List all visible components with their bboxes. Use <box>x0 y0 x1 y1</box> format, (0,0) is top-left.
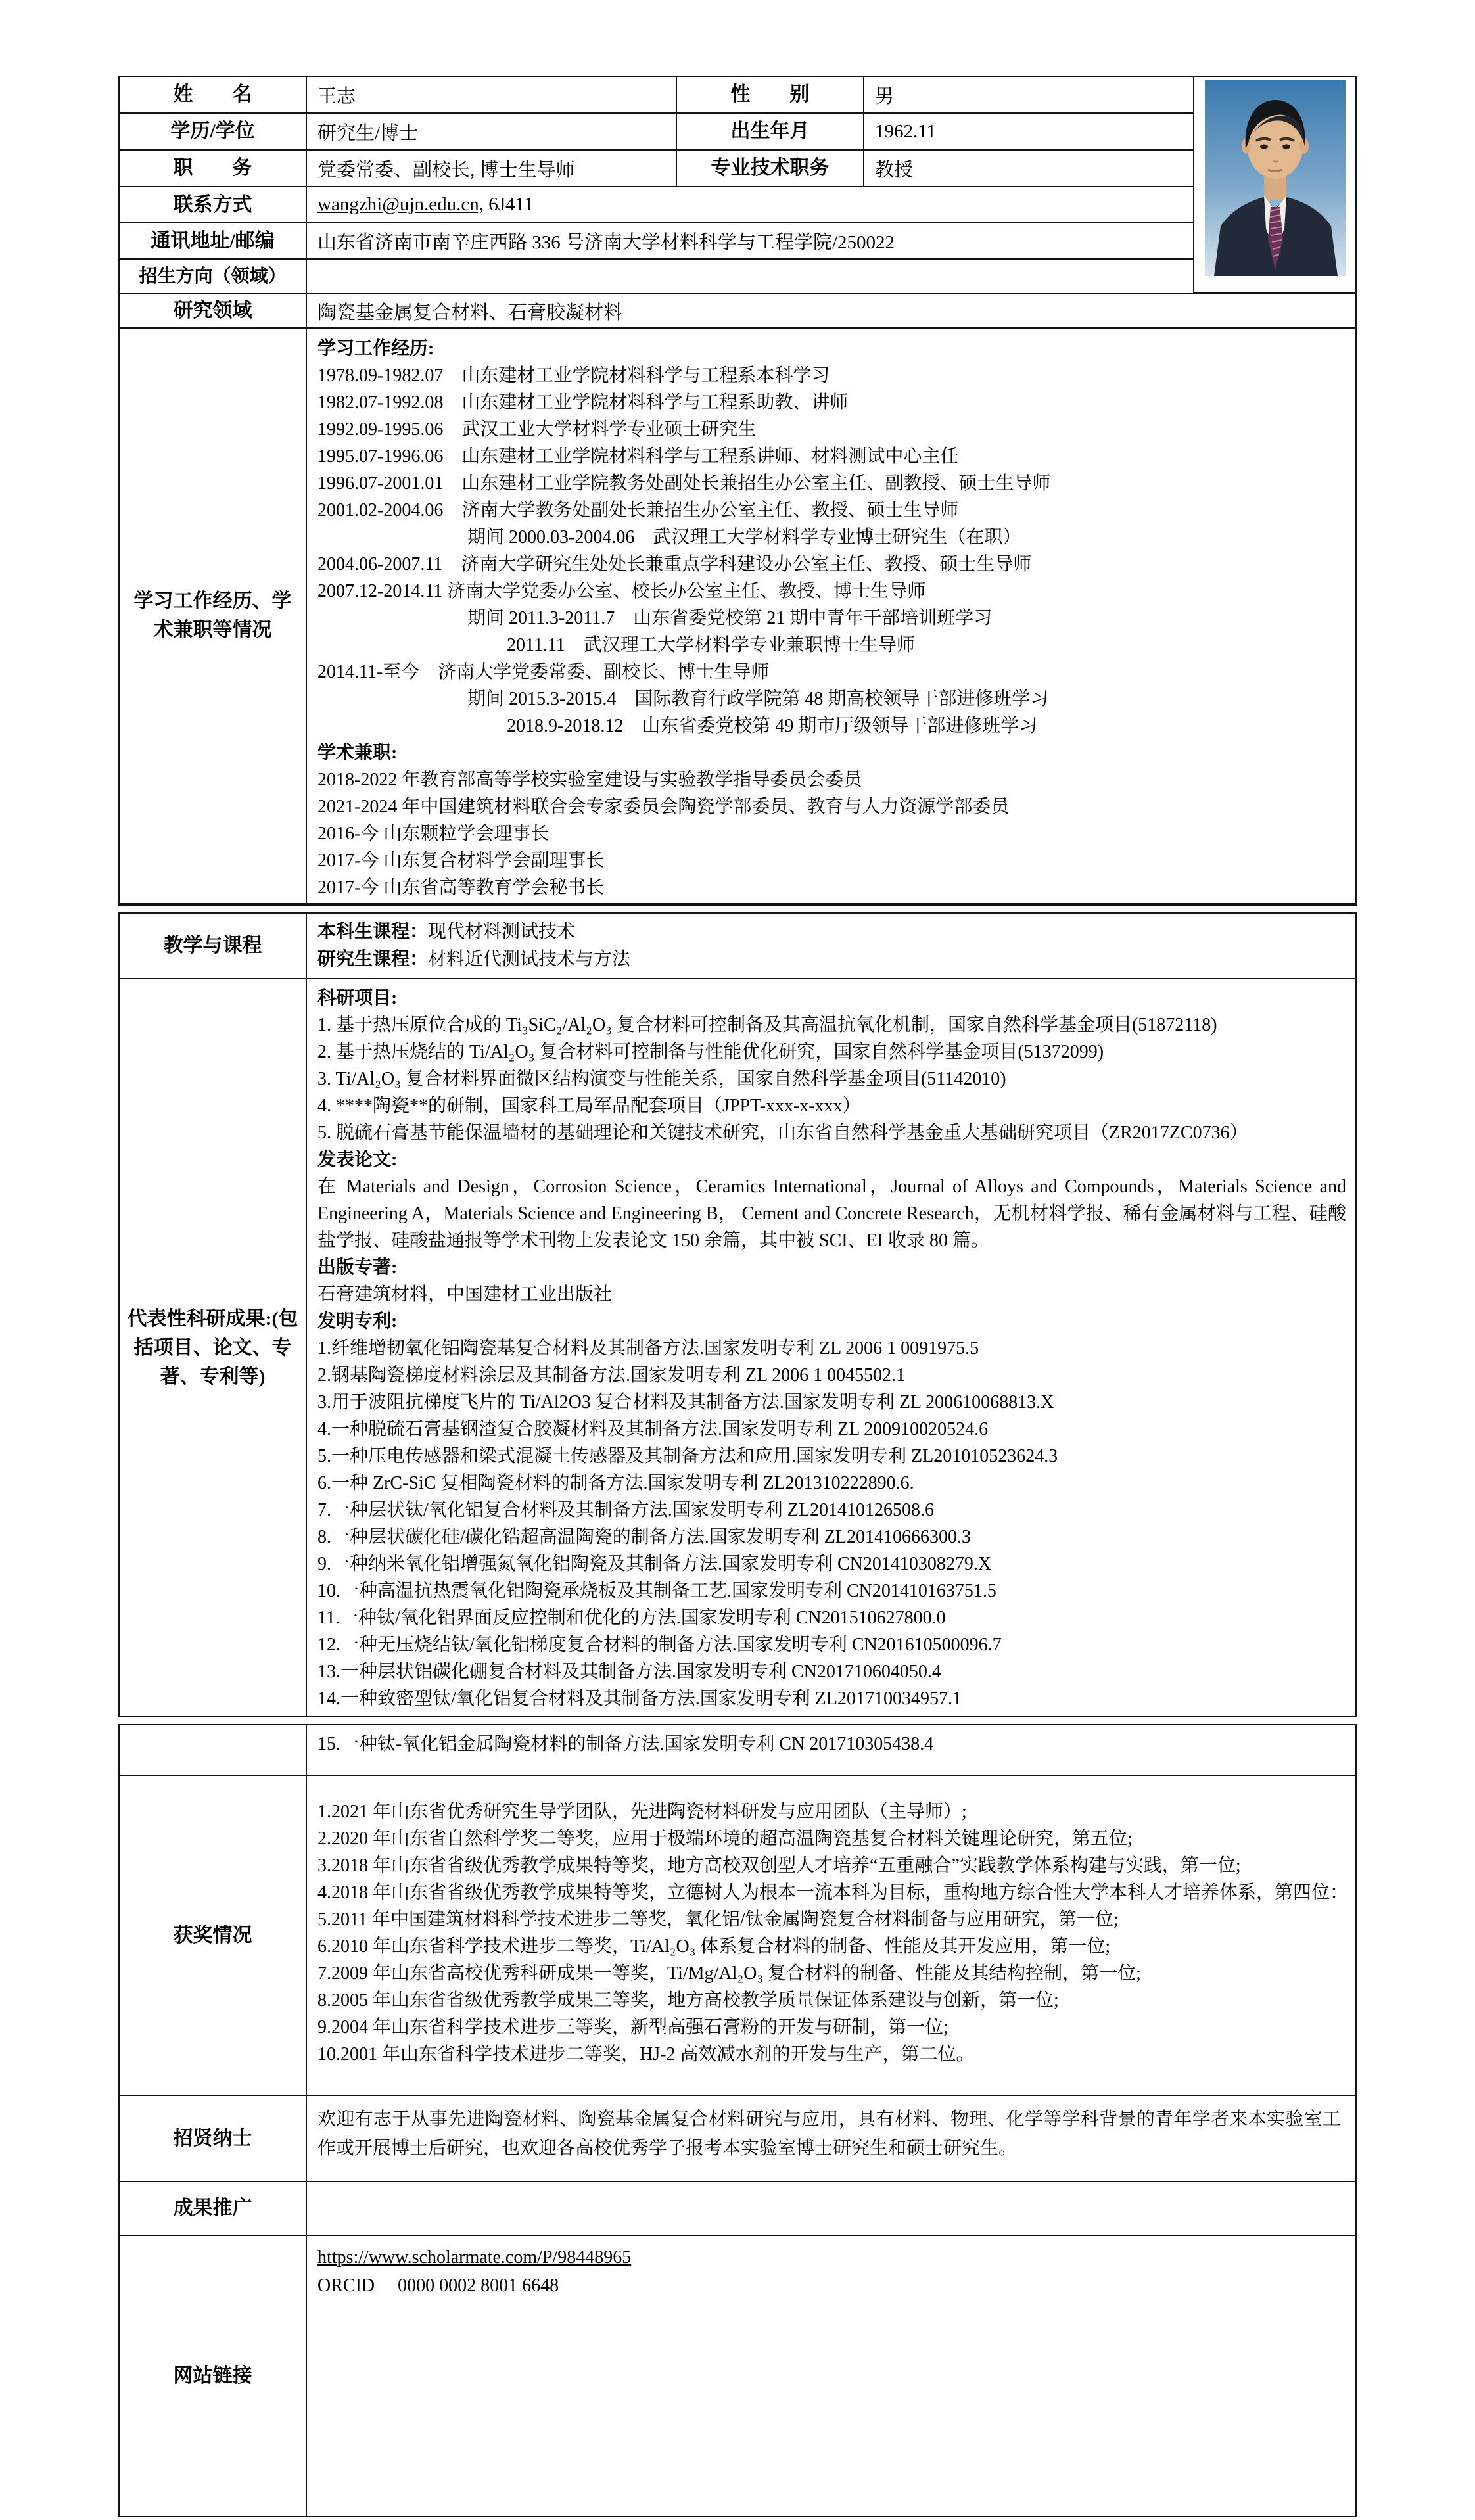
research-field-value: 陶瓷基金属复合材料、石膏胶凝材料 <box>317 302 623 323</box>
contact-office: 6J411 <box>484 194 534 215</box>
award-line: 2.2020 年山东省自然科学奖二等奖，应用于极端环境的超高温陶瓷基复合材料关键理论研究，第五位; <box>317 1829 1133 1849</box>
achievement-line: 3. Ti/Al₂O₃ 复合材料界面微区结构演变与性能关系，国家自然科学基金项目(51142010) <box>317 1069 1006 1089</box>
achievement-line: 7.一种层状钛/氧化铝复合材料及其制备方法.国家发明专利 ZL201410126508.6 <box>317 1500 934 1520</box>
recruitment-label: 招贤纳士 <box>120 2096 307 2181</box>
grad-course-line <box>317 946 1346 973</box>
photo-cell <box>1193 77 1355 293</box>
undergrad-course-line <box>317 918 1346 946</box>
achievement-line: 12.一种无压烧结钛/氧化铝梯度复合材料的制备方法.国家发明专利 CN201610500096.7 <box>317 1635 1002 1655</box>
award-line: 7.2009 年山东省高校优秀科研成果一等奖，Ti/Mg/Al₂O₃ 复合材料的制备、性能及其结构控制，第一位; <box>317 1963 1141 1984</box>
achievement-line: 14.一种致密型钛/氧化铝复合材料及其制备方法.国家发明专利 ZL201710034957.1 <box>317 1689 962 1709</box>
achievement-line: 6.一种 ZrC-SiC 复相陶瓷材料的制备方法.国家发明专利 ZL201310222890.6. <box>317 1473 914 1493</box>
award-line: 4.2018 年山东省省级优秀教学成果特等奖，立德树人为根本一流本科为目标，重构地方综合性大学本科人才培养体系，第四位： <box>317 1882 1349 1903</box>
career-line: 2018.9-2018.12 山东省委党校第 49 期市厅级领导干部进修班学习 <box>507 716 1038 736</box>
career-line: 1996.07-2001.01 山东建材工业学院教务处副处长兼招生办公室主任、副教授、硕士生导师 <box>317 473 1051 494</box>
contact-value <box>307 187 1193 222</box>
portrait-photo <box>1205 80 1346 276</box>
position-value: 党委常委、副校长, 博士生导师 <box>307 151 677 186</box>
achievement-line: 科研项目: <box>317 988 398 1008</box>
career-line: 2011.11 武汉理工大学材料学专业兼职博士生导师 <box>507 635 915 655</box>
career-line: 2007.12-2014.11 济南大学党委办公室、校长办公室主任、教授、博士生导师 <box>317 581 926 601</box>
achievement-line: 在 Materials and Design，Corrosion Science，Ceramics International，Journal of Alloys and Compounds，Materials Science and Engineering A，Materials Science and Engineering B， Cement and Concrete Research，无机材料学报、稀有金属材料与工程、硅酸盐学报、硅酸盐通报等学术刊物上发表论文 150 余篇，其中被 SCI、EI 收录 80 篇。 <box>317 1177 1346 1251</box>
achievement-line: 出版专著: <box>317 1257 398 1278</box>
scholarmate-link[interactable]: https://www.scholarmate.com/P/98448965 <box>317 2247 632 2268</box>
career-line: 学术兼职: <box>317 743 398 763</box>
gender-value: 男 <box>875 85 895 107</box>
awards-label: 获奖情况 <box>120 1776 307 2095</box>
research-field-label: 研究领域 <box>120 294 307 327</box>
promotion-content <box>307 2182 1355 2235</box>
achievement-line: 发明专利: <box>317 1311 398 1332</box>
row-position <box>120 151 1355 187</box>
row-website <box>120 2236 1355 2516</box>
row-promotion <box>120 2182 1355 2236</box>
address-value: 山东省济南市南辛庄西路 336 号济南大学材料科学与工程学院/250022 <box>317 232 895 253</box>
achievement-line: 13.一种层状铝碳化硼复合材料及其制备方法.国家发明专利 CN201710604050.4 <box>317 1662 941 1682</box>
award-line: 3.2018 年山东省省级优秀教学成果特等奖，地方高校双创型人才培养“五重融合”实践教学体系构建与实践，第一位; <box>317 1855 1241 1876</box>
career-content <box>307 329 1355 903</box>
career-line: 2021-2024 年中国建筑材料联合会专家委员会陶瓷学部委员、教育与人力资源学部委员 <box>317 797 1010 817</box>
achievement-line: 8.一种层状碳化硅/碳化锆超高温陶瓷的制备方法.国家发明专利 ZL201410666300.3 <box>317 1527 971 1547</box>
career-line: 2001.02-2004.06 济南大学教务处副处长兼招生办公室主任、教授、硕士生导师 <box>317 500 959 521</box>
address-label: 通讯地址/邮编 <box>120 223 307 258</box>
grad-course-label: 研究生课程： <box>317 949 429 969</box>
achievement-line: 4.一种脱硫石膏基钢渣复合胶凝材料及其制备方法.国家发明专利 ZL 200910020524.6 <box>317 1419 989 1439</box>
professional-title-label: 专业技术职务 <box>677 151 864 186</box>
teaching-content <box>307 914 1355 978</box>
gender-label: 性 别 <box>677 77 864 112</box>
row-education <box>120 114 1355 151</box>
career-line: 1978.09-1982.07 山东建材工业学院材料科学与工程系本科学习 <box>317 365 830 386</box>
profile-table-middle <box>118 912 1357 1717</box>
patent-15-content <box>307 1725 1355 1775</box>
name-value: 王志 <box>307 77 677 112</box>
recruitment-text: 欢迎有志于从事先进陶瓷材料、陶瓷基金属复合材料研究与应用，具有材料、物理、化学等学科背景的青年学者来本实验室工作或开展博士后研究，也欢迎各高校优秀学子报考本实验室博士研究生和硕士研究生。 <box>317 2109 1341 2158</box>
teaching-label: 教学与课程 <box>120 914 307 978</box>
achievement-line: 5. 脱硫石膏基节能保温墙材的基础理论和关键技术研究，山东省自然科学基金重大基础研究项目（ZR2017ZC0736） <box>317 1123 1248 1143</box>
birth-label: 出生年月 <box>677 114 864 149</box>
contact-label: 联系方式 <box>120 187 307 222</box>
achievements-label: 代表性科研成果:(包括项目、论文、专著、专利等) <box>120 979 307 1716</box>
achievement-line: 10.一种高温抗热震氧化铝陶瓷承烧板及其制备工艺.国家发明专利 CN201410163751.5 <box>317 1581 996 1601</box>
profile-table-bottom <box>118 1724 1357 2517</box>
achievement-line: 4. ****陶瓷**的研制，国家科工局军品配套项目（JPPT-xxx-x-xxx） <box>317 1096 861 1116</box>
position-label: 职 务 <box>120 151 307 186</box>
achievement-line: 石膏建筑材料，中国建材工业出版社 <box>317 1284 613 1305</box>
email-link[interactable]: wangzhi@ujn.edu.cn, <box>317 194 484 215</box>
career-line: 2014.11-至今 济南大学党委常委、副校长、博士生导师 <box>317 662 770 682</box>
undergrad-course-value: 现代材料测试技术 <box>428 922 576 942</box>
achievement-line: 2.钢基陶瓷梯度材料涂层及其制备方法.国家发明专利 ZL 2006 1 0045502.1 <box>317 1365 906 1386</box>
professional-title-value: 教授 <box>875 159 914 181</box>
achievement-line: 11.一种钛/氧化铝界面反应控制和优化的方法.国家发明专利 CN201510627800.0 <box>317 1608 946 1628</box>
achievement-line: 5.一种压电传感器和梁式混凝土传感器及其制备方法和应用.国家发明专利 ZL201010523624.3 <box>317 1446 1058 1466</box>
birth-value: 1962.11 <box>875 120 937 142</box>
profile-table-top <box>118 76 1357 906</box>
award-line: 8.2005 年山东省省级优秀教学成果三等奖，地方高校教学质量保证体系建设与创新，第一位; <box>317 1990 1059 2011</box>
career-line: 2017-今 山东省高等教育学会秘书长 <box>317 877 605 898</box>
website-label: 网站链接 <box>120 2236 307 2516</box>
orcid-line: ORCID 0000 0002 8001 6648 <box>317 2275 559 2296</box>
award-line: 10.2001 年山东省科学技术进步二等奖，HJ-2 高效减水剂的开发与生产，第二位。 <box>317 2044 975 2065</box>
patent-15-label <box>120 1725 307 1775</box>
education-value: 研究生/博士 <box>307 114 677 149</box>
career-line: 2004.06-2007.11 济南大学研究生处处长兼重点学科建设办公室主任、教授、硕士生导师 <box>317 554 1032 574</box>
row-research-field <box>120 294 1355 329</box>
achievement-line: 发表论文: <box>317 1150 398 1170</box>
career-line: 期间 2015.3-2015.4 国际教育行政学院第 48 期高校领导干部进修班学习 <box>467 689 1049 709</box>
row-name <box>120 77 1355 114</box>
promotion-label: 成果推广 <box>120 2182 307 2235</box>
career-line: 期间 2000.03-2004.06 武汉理工大学材料学专业博士研究生（在职） <box>467 527 1021 548</box>
career-line: 2017-今 山东复合材料学会副理事长 <box>317 851 605 871</box>
row-achievements <box>120 979 1355 1716</box>
patent-line: 15.一种钛-氧化铝金属陶瓷材料的制备方法.国家发明专利 CN 201710305438.4 <box>317 1734 934 1754</box>
row-awards <box>120 1776 1355 2096</box>
scholarmate-link-line <box>317 2244 1346 2271</box>
achievement-line: 9.一种纳米氧化铝增强氮氧化铝陶瓷及其制备方法.国家发明专利 CN201410308279.X <box>317 1554 992 1574</box>
row-teaching <box>120 914 1355 979</box>
career-line: 2016-今 山东颗粒学会理事长 <box>317 824 550 844</box>
website-content <box>307 2236 1355 2516</box>
education-label: 学历/学位 <box>120 114 307 149</box>
career-line: 2018-2022 年教育部高等学校实验室建设与实验教学指导委员会委员 <box>317 770 862 790</box>
admission-value <box>307 260 1193 293</box>
award-line: 6.2010 年山东省科学技术进步二等奖，Ti/Al₂O₃ 体系复合材料的制备、性能及其开发应用，第一位; <box>317 1936 1111 1957</box>
grad-course-value: 材料近代测试技术与方法 <box>428 949 631 969</box>
achievement-line: 1.纤维增韧氧化铝陶瓷基复合材料及其制备方法.国家发明专利 ZL 2006 1 0091975.5 <box>317 1338 979 1359</box>
award-line: 5.2011 年中国建筑材料科学技术进步二等奖，氧化铝/钛金属陶瓷复合材料制备与应用研究，第一位; <box>317 1909 1119 1930</box>
row-career <box>120 329 1355 904</box>
career-line: 1992.09-1995.06 武汉工业大学材料学专业硕士研究生 <box>317 419 757 440</box>
career-line: 1982.07-1992.08 山东建材工业学院材料科学与工程系助教、讲师 <box>317 392 849 413</box>
achievement-line: 1. 基于热压原位合成的 Ti₃SiC₂/Al₂O₃ 复合材料可控制备及其高温抗氧化机制，国家自然科学基金项目(51872118) <box>317 1015 1217 1035</box>
career-line: 1995.07-1996.06 山东建材工业学院材料科学与工程系讲师、材料测试中心主任 <box>317 446 959 467</box>
row-contact <box>120 187 1355 223</box>
row-admission <box>120 260 1355 294</box>
career-line: 学习工作经历: <box>317 338 434 359</box>
award-line: 1.2021 年山东省优秀研究生导学团队，先进陶瓷材料研发与应用团队（主导师）; <box>317 1802 967 1822</box>
row-patent-15 <box>120 1725 1355 1776</box>
row-address <box>120 223 1355 260</box>
recruitment-content <box>307 2096 1355 2181</box>
name-label: 姓 名 <box>120 77 307 112</box>
achievement-line: 2. 基于热压烧结的 Ti/Al₂O₃ 复合材料可控制备与性能优化研究，国家自然科学基金项目(51372099) <box>317 1042 1104 1062</box>
undergrad-course-label: 本科生课程： <box>317 922 429 942</box>
award-line: 9.2004 年山东省科学技术进步三等奖，新型高强石膏粉的开发与研制，第一位; <box>317 2017 948 2038</box>
awards-content <box>307 1776 1355 2095</box>
admission-label: 招生方向（领域） <box>120 260 307 293</box>
row-recruitment <box>120 2096 1355 2182</box>
career-line: 期间 2011.3-2011.7 山东省委党校第 21 期中青年干部培训班学习 <box>467 608 993 628</box>
career-label: 学习工作经历、学术兼职等情况 <box>120 329 307 903</box>
achievement-line: 3.用于波阻抗梯度飞片的 Ti/Al2O3 复合材料及其制备方法.国家发明专利 ZL 200610068813.X <box>317 1392 1054 1412</box>
achievements-content <box>307 979 1355 1716</box>
